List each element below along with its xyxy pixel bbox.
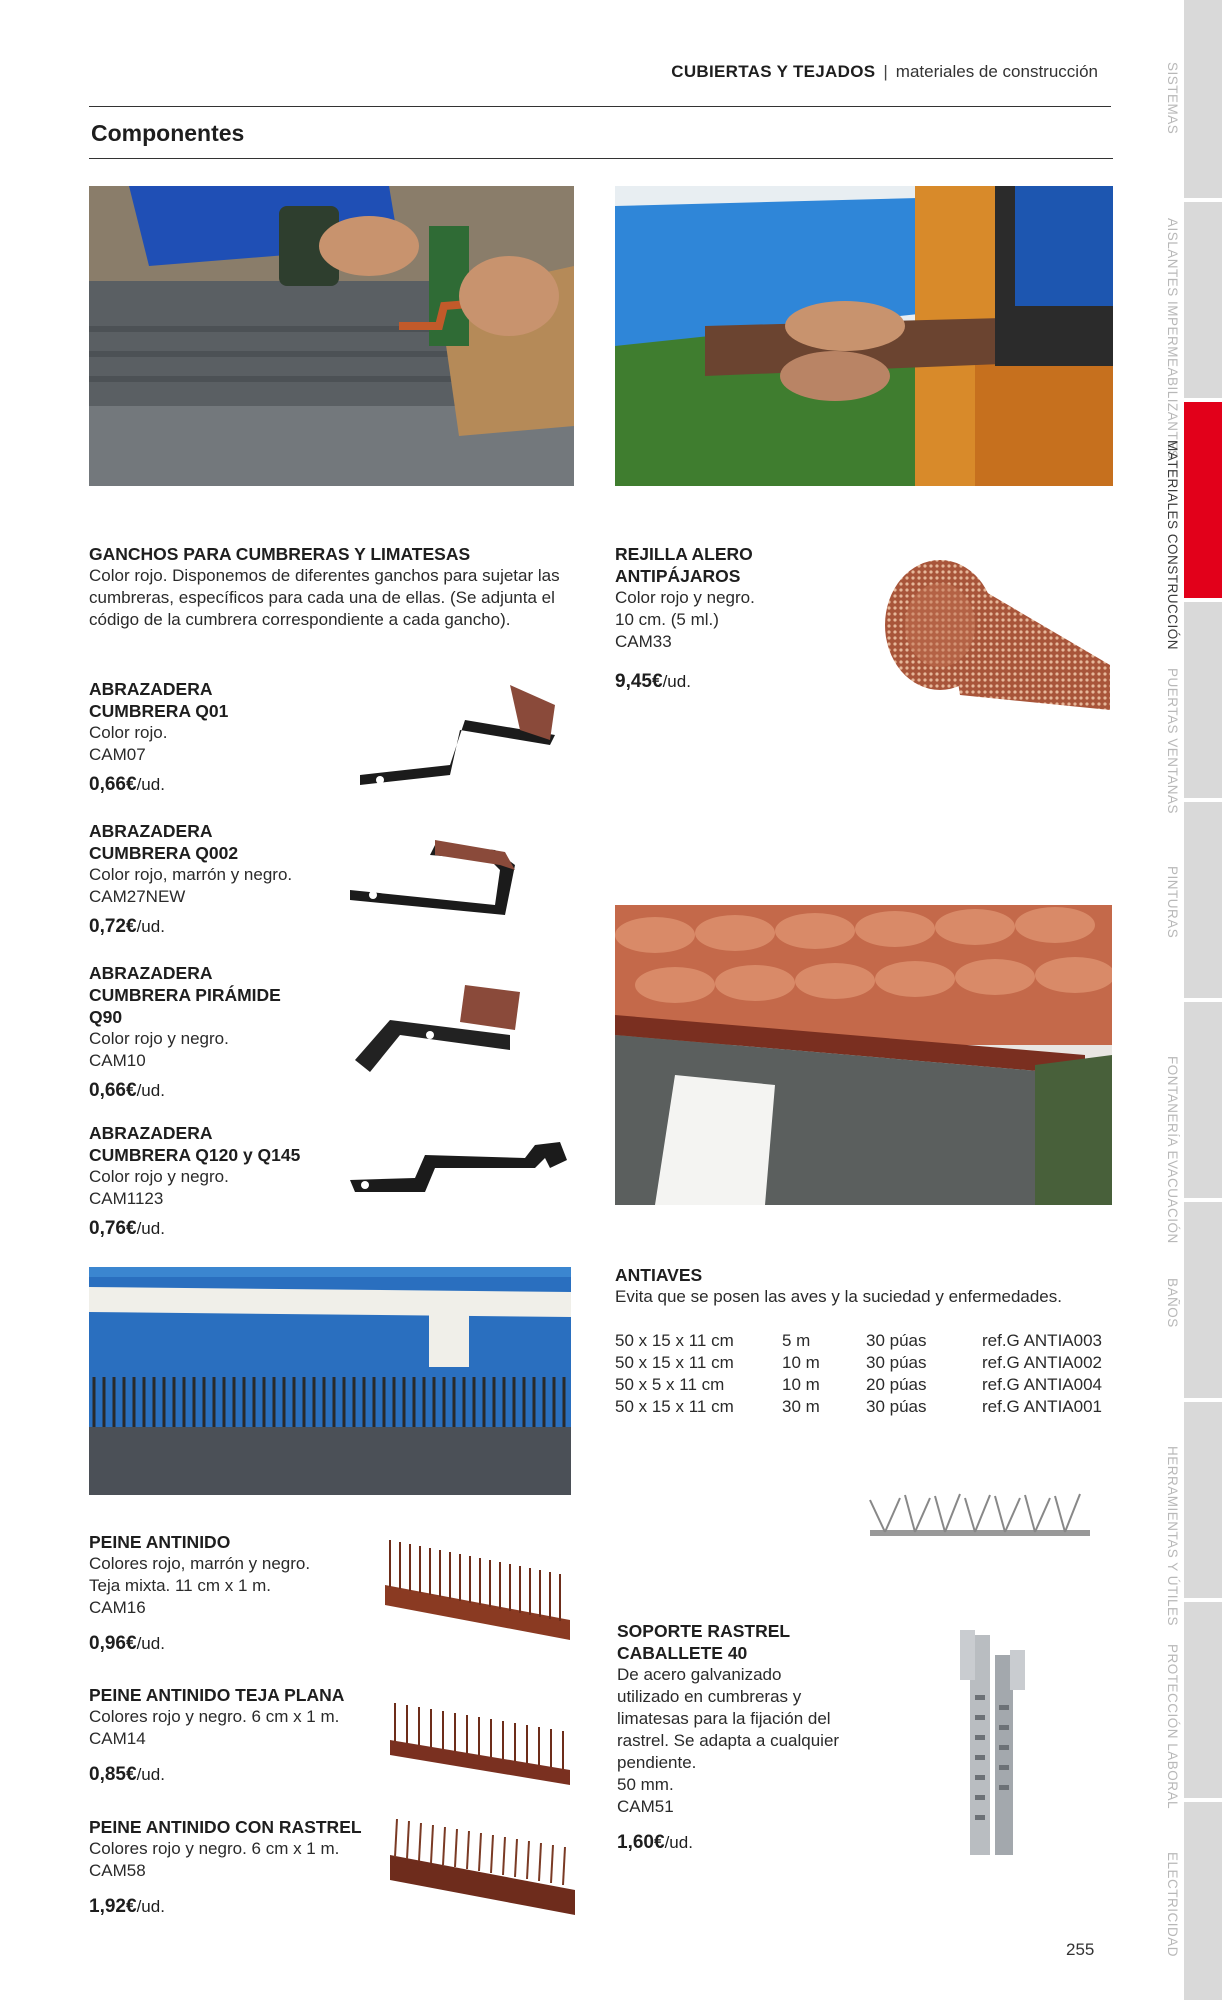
- product-ref: CAM07: [89, 745, 146, 764]
- photo-antiaves-tejado: [615, 905, 1112, 1205]
- product-title: REJILLA ALERO: [615, 544, 753, 564]
- side-label-fontaneria: FONTANERÍA EVACUACIÓN: [1165, 1056, 1180, 1244]
- product-color: Color rojo, marrón y negro.: [89, 865, 293, 884]
- product-title: CUMBRERA Q120 y Q145: [89, 1145, 301, 1165]
- product-price: [89, 1764, 409, 1786]
- header-separator: |: [883, 62, 888, 81]
- product-ref: CAM1123: [89, 1189, 164, 1208]
- price-currency: €: [125, 1218, 137, 1239]
- image-peine-teja-plana: [385, 1695, 575, 1790]
- product-size: 10 cm. (5 ml.): [615, 610, 719, 629]
- image-peine-rastrel: [385, 1815, 580, 1920]
- table-cell-ref: ref.G ANTIA003: [982, 1331, 1102, 1350]
- product-title: ANTIPÁJAROS: [615, 566, 741, 586]
- product-ref: CAM10: [89, 1051, 146, 1070]
- table-row: [615, 1396, 1102, 1418]
- image-clamp-q01: [350, 680, 570, 810]
- price-unit: /ud.: [136, 1897, 165, 1916]
- product-price: [615, 671, 835, 693]
- product-title: ABRAZADERA: [89, 821, 213, 841]
- side-label-aislantes: AISLANTES IMPERMEABILIZANTES: [1165, 218, 1180, 460]
- side-tab-pinturas[interactable]: [1184, 802, 1222, 998]
- product-title: PEINE ANTINIDO: [89, 1532, 231, 1552]
- price-value: 1,92: [89, 1896, 126, 1917]
- price-value: 0,72: [89, 916, 126, 937]
- image-clamp-q120: [345, 1130, 575, 1210]
- product-title: PEINE ANTINIDO CON RASTREL: [89, 1817, 362, 1837]
- ganchos-description: Color rojo. Disponemos de diferentes ganchos para sujetar las cumbreras, específicos para cada una de ellas. (Se adjunta el código de la cumbrera correspondiente a cada gancho).: [89, 566, 560, 629]
- product-title: ABRAZADERA: [89, 963, 213, 983]
- price-currency: €: [651, 671, 663, 692]
- product-price: [89, 1896, 409, 1918]
- side-tab-materiales[interactable]: [1184, 402, 1222, 598]
- product-title: CUMBRERA PIRÁMIDE: [89, 985, 281, 1005]
- product-color: Color rojo y negro.: [89, 1167, 229, 1186]
- table-cell-length: 10 m: [782, 1375, 820, 1394]
- price-unit: /ud.: [136, 1081, 165, 1100]
- price-unit: /ud.: [662, 672, 691, 691]
- product-title: Q90: [89, 1007, 123, 1027]
- product-title: CABALLETE 40: [617, 1643, 748, 1663]
- price-value: 0,85: [89, 1764, 126, 1785]
- table-cell-length: 10 m: [782, 1353, 820, 1372]
- price-currency: €: [125, 774, 137, 795]
- table-cell-length: 5 m: [782, 1331, 811, 1350]
- header-category: CUBIERTAS Y TEJADOS: [671, 62, 876, 81]
- price-unit: /ud.: [136, 1219, 165, 1238]
- product-color: Colores rojo, marrón y negro.: [89, 1554, 311, 1573]
- product-description: De acero galvanizado utilizado en cumbreras y limatesas para la fijación del rastrel. Se adapta a cualquier pendiente.: [617, 1665, 840, 1772]
- image-clamp-piramide: [350, 980, 530, 1080]
- side-label-puertas: PUERTAS VENTANAS: [1165, 668, 1180, 815]
- product-clamp-q01: [89, 678, 369, 796]
- photo-gancho-instalacion: [89, 186, 574, 486]
- price-currency: €: [125, 1633, 137, 1654]
- image-peine-antinido: [380, 1535, 575, 1645]
- side-tab-proteccion[interactable]: [1184, 1602, 1222, 1798]
- price-unit: /ud.: [664, 1833, 693, 1852]
- photo-peine-instalacion: [89, 1267, 571, 1495]
- table-cell-size: 50 x 15 x 11 cm: [615, 1353, 734, 1372]
- price-unit: /ud.: [136, 1765, 165, 1784]
- price-unit: /ud.: [136, 1634, 165, 1653]
- table-row: [615, 1352, 1102, 1374]
- product-price: [617, 1832, 842, 1854]
- product-peine-teja-plana: [89, 1684, 409, 1786]
- product-color: Color rojo y negro.: [615, 588, 755, 607]
- table-cell-spikes: 30 púas: [866, 1353, 927, 1372]
- product-color: Color rojo y negro.: [89, 1029, 229, 1048]
- section-rule: [89, 158, 1113, 159]
- price-currency: €: [125, 1764, 137, 1785]
- product-size: Teja mixta. 11 cm x 1 m.: [89, 1576, 272, 1595]
- antiaves-description: Evita que se posen las aves y la suciedad y enfermedades.: [615, 1287, 1062, 1306]
- side-tab-banos[interactable]: [1184, 1202, 1222, 1398]
- price-value: 1,60: [617, 1832, 654, 1853]
- price-unit: /ud.: [136, 775, 165, 794]
- price-unit: /ud.: [136, 917, 165, 936]
- side-label-banos: BAÑOS: [1165, 1278, 1180, 1328]
- section-title: Componentes: [91, 120, 245, 146]
- product-title: CUMBRERA Q002: [89, 843, 239, 863]
- header-rule: [89, 106, 1111, 107]
- product-title: ABRAZADERA: [89, 679, 213, 699]
- product-title: SOPORTE RASTREL: [617, 1621, 791, 1641]
- product-rejilla: [615, 543, 835, 693]
- side-label-sistemas: SISTEMAS: [1165, 62, 1180, 135]
- ganchos-title: GANCHOS PARA CUMBRERAS Y LIMATESAS: [89, 544, 471, 564]
- photo-rejilla-instalacion: [615, 186, 1113, 486]
- table-cell-ref: ref.G ANTIA001: [982, 1397, 1102, 1416]
- side-tab-fontaneria[interactable]: [1184, 1002, 1222, 1198]
- table-cell-size: 50 x 15 x 11 cm: [615, 1331, 734, 1350]
- image-rejilla-roll: [880, 545, 1115, 715]
- price-currency: €: [653, 1832, 665, 1853]
- price-currency: €: [125, 916, 137, 937]
- table-row: [615, 1330, 1102, 1352]
- table-cell-size: 50 x 15 x 11 cm: [615, 1397, 734, 1416]
- price-value: 0,96: [89, 1633, 126, 1654]
- table-cell-spikes: 20 púas: [866, 1375, 927, 1394]
- product-soporte-rastrel: [617, 1620, 842, 1854]
- page-number: 255: [1066, 1940, 1095, 1959]
- price-value: 0,66: [89, 774, 126, 795]
- side-label-pinturas: PINTURAS: [1165, 866, 1180, 939]
- product-price: [89, 1080, 369, 1102]
- image-antiaves-spikes: [865, 1490, 1095, 1550]
- table-cell-size: 50 x 5 x 11 cm: [615, 1375, 725, 1394]
- image-clamp-q002: [345, 830, 565, 940]
- side-label-herramientas: HERRAMIENTAS Y ÚTILES: [1165, 1446, 1180, 1627]
- price-currency: €: [125, 1896, 137, 1917]
- table-cell-ref: ref.G ANTIA004: [982, 1375, 1102, 1394]
- product-color: Colores rojo y negro. 6 cm x 1 m.: [89, 1839, 340, 1858]
- product-peine-rastrel: [89, 1816, 409, 1918]
- product-clamp-q002: [89, 820, 369, 938]
- product-clamp-piramide: [89, 962, 369, 1102]
- price-currency: €: [125, 1080, 137, 1101]
- product-price: [89, 916, 369, 938]
- price-value: 0,76: [89, 1218, 126, 1239]
- product-size: 50 mm.: [617, 1775, 674, 1794]
- product-title: ABRAZADERA: [89, 1123, 213, 1143]
- price-value: 9,45: [615, 671, 652, 692]
- header-subcategory: materiales de construcción: [895, 62, 1098, 81]
- product-ref: CAM58: [89, 1861, 146, 1880]
- image-soporte-rastrel: [955, 1625, 1035, 1865]
- product-ref: CAM16: [89, 1598, 146, 1617]
- page-header: [671, 62, 1098, 82]
- side-tab-sistemas[interactable]: [1184, 0, 1222, 198]
- side-tab-herramientas[interactable]: [1184, 1402, 1222, 1598]
- side-label-materiales: MATERIALES CONSTRUCCIÓN: [1165, 440, 1180, 651]
- antiaves-title: ANTIAVES: [615, 1265, 703, 1285]
- product-clamp-q120: [89, 1122, 369, 1240]
- product-ref: CAM33: [615, 632, 672, 651]
- product-price: [89, 774, 369, 796]
- side-label-proteccion: PROTECCIÓN LABORAL: [1165, 1644, 1180, 1810]
- side-tab-electricidad[interactable]: [1184, 1802, 1222, 2000]
- product-title: CUMBRERA Q01: [89, 701, 229, 721]
- table-cell-ref: ref.G ANTIA002: [982, 1353, 1102, 1372]
- product-color: Color rojo.: [89, 723, 168, 742]
- antiaves-table: [615, 1330, 1102, 1418]
- product-peine-antinido: [89, 1531, 389, 1655]
- product-title: PEINE ANTINIDO TEJA PLANA: [89, 1685, 345, 1705]
- table-cell-spikes: 30 púas: [866, 1397, 927, 1416]
- table-row: [615, 1374, 1102, 1396]
- product-ref: CAM27NEW: [89, 887, 186, 906]
- product-ref: CAM14: [89, 1729, 146, 1748]
- table-cell-length: 30 m: [782, 1397, 820, 1416]
- price-value: 0,66: [89, 1080, 126, 1101]
- product-price: [89, 1218, 369, 1240]
- side-tab-aislantes[interactable]: [1184, 202, 1222, 398]
- product-price: [89, 1633, 389, 1655]
- product-ref: CAM51: [617, 1797, 674, 1816]
- table-cell-spikes: 30 púas: [866, 1331, 927, 1350]
- side-tab-puertas[interactable]: [1184, 602, 1222, 798]
- side-label-electricidad: ELECTRICIDAD: [1165, 1852, 1180, 1958]
- product-color: Colores rojo y negro. 6 cm x 1 m.: [89, 1707, 340, 1726]
